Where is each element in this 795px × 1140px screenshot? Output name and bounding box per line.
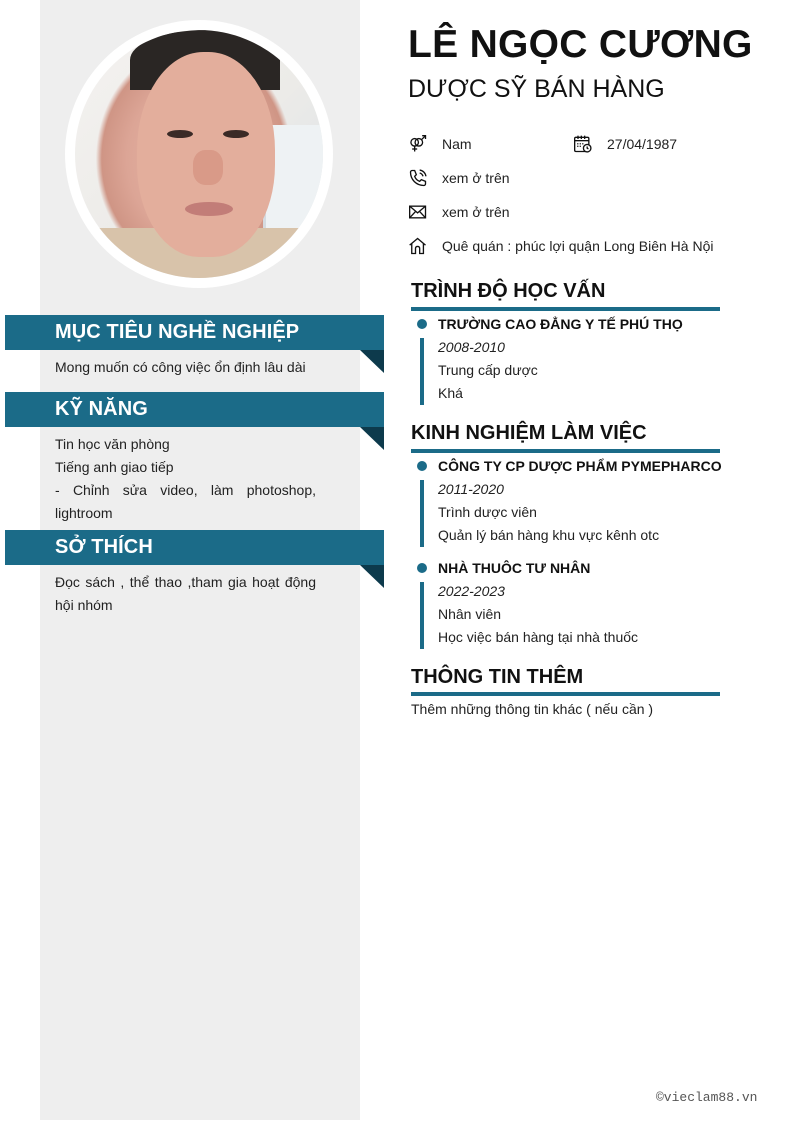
timeline-bar [420,582,424,649]
avatar [75,30,323,278]
experience-company: CÔNG TY CP DƯỢC PHẨM PYMEPHARCO [438,458,722,474]
objective-banner [5,315,384,350]
candidate-name: LÊ NGỌC CƯƠNG [408,23,753,66]
education-title: TRÌNH ĐỘ HỌC VẤN [411,280,606,302]
timeline-dot [417,461,427,471]
gender-row [407,132,472,156]
skill-item: Tiếng anh giao tiếp [55,459,174,475]
education-school: TRƯỜNG CAO ĐẲNG Y TẾ PHÚ THỌ [438,316,683,332]
gender-value: Nam [442,136,472,152]
skills-list [55,433,316,525]
avatar-eye-left [167,130,193,138]
hobbies-description: Đọc sách , thể thao ,tham gia hoạt động hội nhóm [55,574,316,613]
education-rule [411,307,720,311]
avatar-eye-right [223,130,249,138]
experience-period: 2022-2023 [438,583,505,599]
experience-company: NHÀ THUÔC TƯ NHÂN [438,560,591,576]
gender-icon [407,133,429,155]
job-title: DƯỢC SỸ BÁN HÀNG [408,75,665,103]
address-value: Quê quán : phúc lợi quận Long Biên Hà Nội [442,238,714,254]
experience-rule [411,449,720,453]
skills-banner-fold [360,427,384,450]
hobbies-title: SỞ THÍCH [55,536,153,558]
additional-rule [411,692,720,696]
experience-position: Trình dược viên [438,504,537,520]
skills-title: KỸ NĂNG [55,398,148,420]
education-major: Trung cấp dược [438,362,538,378]
additional-text: Thêm những thông tin khác ( nếu cần ) [411,701,654,717]
address-row [407,234,713,258]
timeline-dot [417,319,427,329]
hobbies-banner [5,530,384,565]
birthday-row [572,132,677,156]
objective-text: Mong muốn có công việc ổn định lâu dài [55,359,306,375]
email-row [407,200,510,224]
timeline-bar [420,338,424,405]
avatar-mouth [185,202,233,216]
avatar-nose [193,150,223,185]
home-icon [407,235,429,257]
birthday-value: 27/04/1987 [607,136,678,152]
additional-title: THÔNG TIN THÊM [411,666,584,688]
email-icon [407,201,429,223]
timeline-bar [420,480,424,547]
objective-title: MỤC TIÊU NGHỀ NGHIỆP [55,321,300,343]
skill-item: - Chỉnh sửa video, làm photoshop, lightroom [55,482,316,521]
education-period: 2008-2010 [438,339,505,355]
watermark: ©vieclam88.vn [656,1090,758,1105]
timeline-dot [417,563,427,573]
skill-item: Tin học văn phòng [55,436,170,452]
experience-title: KINH NGHIỆM LÀM VIỆC [411,422,647,444]
phone-value: xem ở trên [442,170,510,186]
email-value: xem ở trên [442,204,510,220]
hobbies-text [55,571,316,617]
calendar-icon [572,133,594,155]
skills-banner [5,392,384,427]
phone-row [407,166,510,190]
hobbies-banner-fold [360,565,384,588]
experience-position: Nhân viên [438,606,502,622]
education-grade: Khá [438,385,463,401]
objective-banner-fold [360,350,384,373]
experience-description: Học việc bán hàng tại nhà thuốc [438,629,639,645]
experience-description: Quản lý bán hàng khu vực kênh otc [438,527,660,543]
experience-period: 2011-2020 [438,481,504,497]
phone-icon [407,167,429,189]
